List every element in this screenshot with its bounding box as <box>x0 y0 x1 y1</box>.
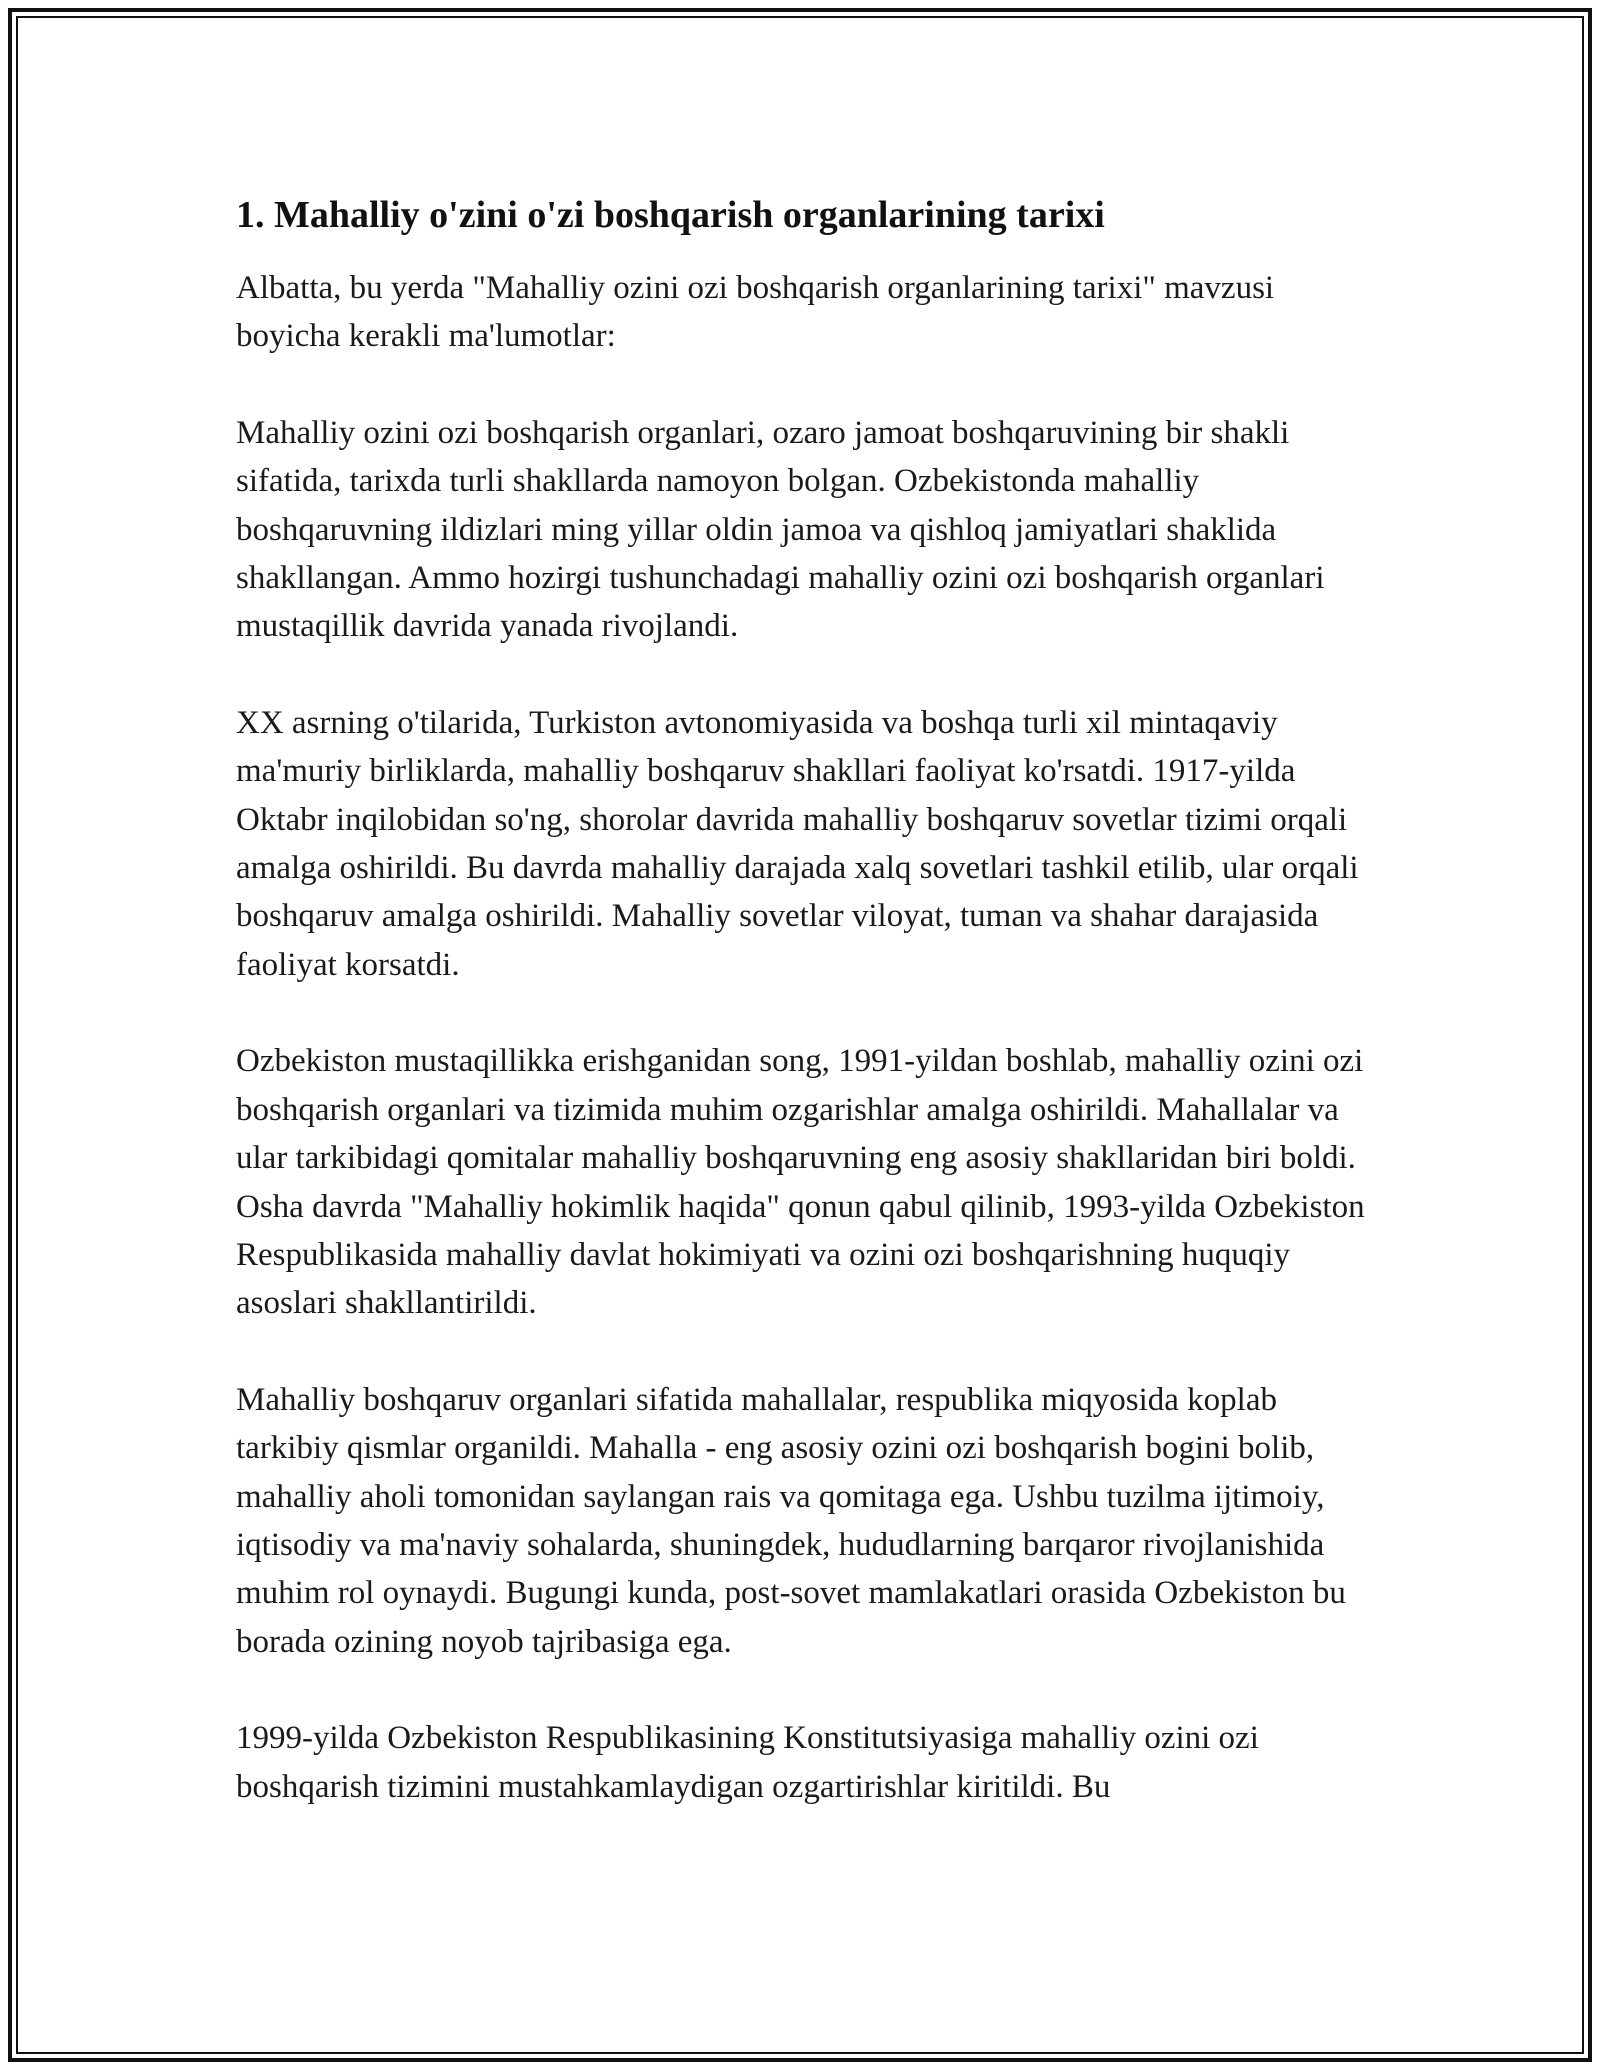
paragraph-intro: Albatta, bu yerda "Mahalliy ozini ozi boshqarish organlarining tarixi" mavzusi boyicha kerakli ma'lumotlar: <box>236 270 1275 355</box>
paragraph-soviet-era: XX asrning o'tilarida, Turkiston avtonomiyasida va boshqa turli xil mintaqaviy ma'muriy birliklarda, mahalliy boshqaruv shakllari faoliyat ko'rsatdi. 1917-yilda Oktabr inqilobidan so'ng, shorolar davrida mahalliy boshqaruv sovetlar tizimi orqali amalga oshirildi. Bu davrda mahalliy darajada xalq sovetlari tashkil etilib, ular orqali boshqaruv amalga oshirildi. Mahalliy sovetlar viloyat, tuman va shahar darajasida faoliyat korsatdi. <box>236 704 1359 983</box>
document-body <box>236 190 1366 1859</box>
paragraph-origins: Mahalliy ozini ozi boshqarish organlari, ozaro jamoat boshqaruvining bir shakli sifatida, tarixda turli shakllarda namoyon bolgan. Ozbekistonda mahalliy boshqaruvning ildizlari ming yillar oldin jamoa va qishloq jamiyatlari shaklida shakllangan. Ammo hozirgi tushunchadagi mahalliy ozini ozi boshqarish organlari mustaqillik davrida yanada rivojlandi. <box>236 414 1325 645</box>
paragraph-independence: Ozbekiston mustaqillikka erishganidan song, 1991-yildan boshlab, mahalliy ozini ozi boshqarish organlari va tizimida muhim ozgarishlar amalga oshirildi. Mahallalar va ular tarkibidagi qomitalar mahalliy boshqaruvning eng asosiy shakllaridan biri boldi. Osha davrda "Mahalliy hokimlik haqida" qonun qabul qilinib, 1993-yilda Ozbekiston Respublikasida mahalliy davlat hokimiyati va ozini ozi boshqarishning huquqiy asoslari shakllantirildi. <box>236 1043 1365 1322</box>
paragraph-mahalla: Mahalliy boshqaruv organlari sifatida mahallalar, respublika miqyosida koplab tarkibiy qismlar organildi. Mahalla - eng asosiy ozini ozi boshqarish bogini bolib, mahalliy aholi tomonidan saylangan rais va qomitaga ega. Ushbu tuzilma ijtimoiy, iqtisodiy va ma'naviy sohalarda, shuningdek, hududlarning barqaror rivojlanishida muhim rol oynaydi. Bugungi kunda, post-sovet mamlakatlari orasida Ozbekiston bu borada ozining noyob tajribasiga ega. <box>236 1381 1346 1660</box>
section-heading: 1. Mahalliy o'zini o'zi boshqarish organlarining tarixi <box>236 194 1105 236</box>
paragraph-constitution: 1999-yilda Ozbekiston Respublikasining Konstitutsiyasiga mahalliy ozini ozi boshqarish tizimini mustahkamlaydigan ozgartirishlar kiritildi. Bu <box>236 1720 1259 1805</box>
